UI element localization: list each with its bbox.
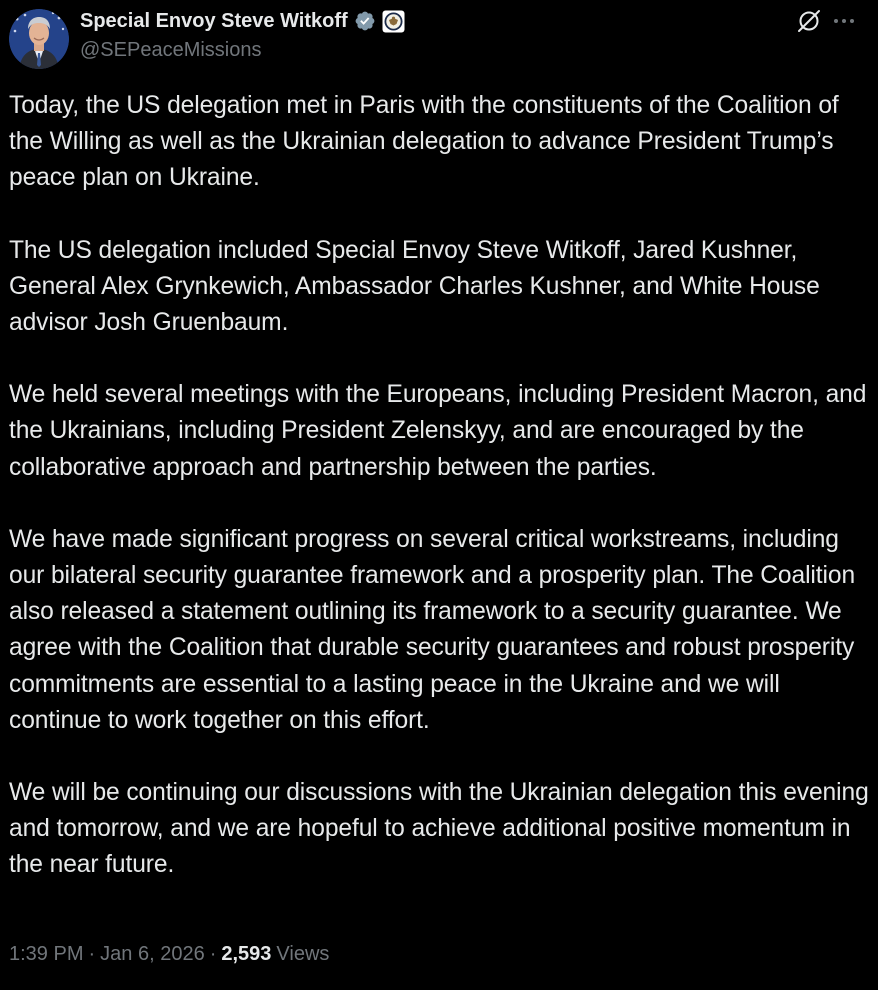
meta-separator: · bbox=[88, 943, 96, 965]
tweet-paragraph: We have made significant progress on several critical workstreams, including our bilateral security guarantee framework and a prosperity plan. The Coalition also released a statement outlining its framework to a security guarantee. We agree with the Coalition that durable security guarantees and robust prosperity commitments are essential to a lasting peace in the Ukraine and we will continue to work together on this effort. bbox=[9, 525, 856, 734]
verified-badge-icon[interactable] bbox=[354, 10, 376, 32]
views-count: 2,593 bbox=[221, 943, 272, 965]
state-department-seal-icon[interactable] bbox=[382, 10, 405, 33]
more-icon[interactable] bbox=[831, 8, 857, 34]
handle[interactable]: @SEPeaceMissions bbox=[80, 39, 262, 61]
tweet-meta bbox=[9, 943, 329, 966]
display-name[interactable]: Special Envoy Steve Witkoff bbox=[80, 9, 348, 32]
tweet-date[interactable]: Jan 6, 2026 bbox=[100, 943, 205, 965]
tweet-paragraph: The US delegation included Special Envoy Steve Witkoff, Jared Kushner, General Alex Grynkewich, Ambassador Charles Kushner, and White House advisor Josh Gruenbaum. bbox=[9, 236, 820, 337]
tweet-paragraph: Today, the US delegation met in Paris with the constituents of the Coalition of the Willing as well as the Ukrainian delegation to advance President Trump’s peace plan on Ukraine. bbox=[9, 92, 839, 192]
grok-icon[interactable] bbox=[796, 8, 822, 34]
tweet-time[interactable]: 1:39 PM bbox=[9, 943, 84, 965]
avatar-photo bbox=[9, 9, 69, 69]
tweet-paragraph: We held several meetings with the Europeans, including President Macron, and the Ukrainians, including President Zelenskyy, and are encouraged by the collaborative approach and partnership between the parties. bbox=[9, 381, 867, 481]
author-info bbox=[80, 6, 405, 62]
avatar[interactable] bbox=[9, 9, 69, 69]
meta-separator: · bbox=[209, 943, 217, 965]
tweet-header bbox=[9, 6, 869, 68]
views-label: Views bbox=[276, 943, 330, 965]
tweet-text bbox=[9, 88, 871, 920]
name-row bbox=[80, 6, 405, 36]
tweet-paragraph: We will be continuing our discussions with the Ukrainian delegation this evening and tomorrow, and we are hopeful to achieve additional positive momentum in the near future. bbox=[9, 779, 869, 879]
